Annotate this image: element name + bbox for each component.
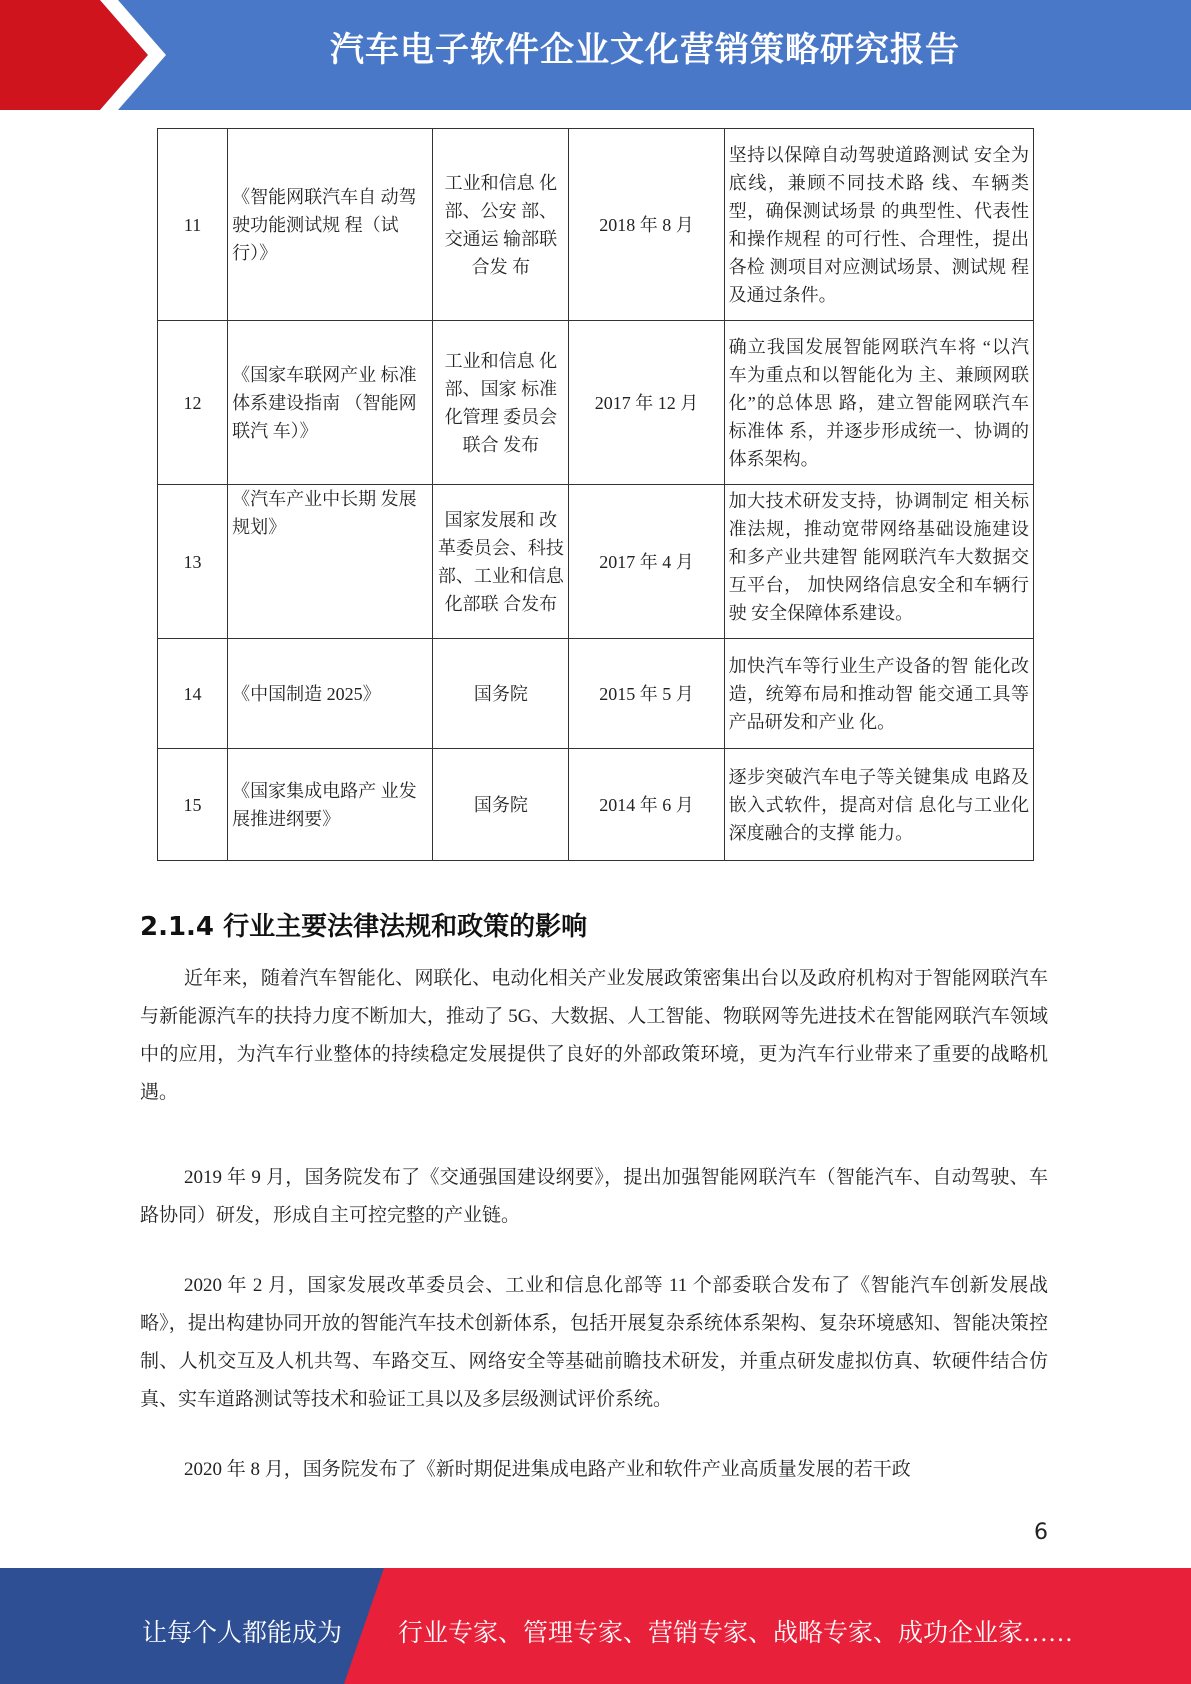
- policy-description: 加快汽车等行业生产设备的智 能化改造，统筹布局和推动智 能交通工具等产品研发和产业 化。: [724, 639, 1033, 749]
- issuing-body: 国家发展和 改革委员会、科技 部、工业和信息化部联 合发布: [433, 485, 569, 639]
- policy-description-cell: [724, 485, 1033, 639]
- table-row: [158, 749, 1034, 861]
- issue-date: 2015 年 5 月: [569, 639, 724, 749]
- row-number: 12: [158, 321, 228, 485]
- body-paragraph: 2019 年 9 月，国务院发布了《交通强国建设纲要》，提出加强智能网联汽车（智能汽车、自动驾驶、车路协同）研发，形成自主可控完整的产业链。: [140, 1167, 1048, 1226]
- policy-description: 坚持以保障自动驾驶道路测试 安全为底线，兼顾不同技术路 线、车辆类型，确保测试场景 的典型性、代表性和操作规程 的可行性、合理性，提出各检 测项目对应测试场景、测试规 程及通过条件。: [724, 129, 1033, 321]
- issue-date: 2017 年 12 月: [569, 321, 724, 485]
- table-row: [158, 129, 1034, 321]
- policy-description: 加大技术研发支持，协调制定 相关标准法规，推动宽带网络基础设施建设和多产业共建智 能网联汽车大数据交互平台， 加快网络信息安全和车辆行驶 安全保障体系建设。: [728, 490, 1029, 623]
- row-number: 15: [158, 749, 228, 861]
- report-title: 汽车电子软件企业文化营销策略研究报告: [330, 30, 960, 70]
- page-number: 6: [1034, 1520, 1048, 1545]
- row-number: 11: [158, 129, 228, 321]
- body-paragraph: 2020 年 8 月，国务院发布了《新时期促进集成电路产业和软件产业高质量发展的若干政: [184, 1459, 911, 1480]
- policy-name: 《智能网联汽车自 动驾驶功能测试规 程（试行）》: [228, 129, 433, 321]
- policy-description: 逐步突破汽车电子等关键集成 电路及嵌入式软件，提高对信 息化与工业化深度融合的支撑 能力。: [724, 749, 1033, 861]
- issue-date: 2018 年 8 月: [569, 129, 724, 321]
- issuing-body: 工业和信息 化部、公安 部、交通运 输部联合发 布: [433, 129, 569, 321]
- policy-name: 《国家集成电路产 业发展推进纲要》: [228, 749, 433, 861]
- table-row: [158, 639, 1034, 749]
- row-number: 13: [158, 485, 228, 639]
- footer-slogan-right: 行业专家、管理专家、营销专家、战略专家、成功企业家……: [398, 1620, 1074, 1647]
- policy-name: 《汽车产业中长期 发展规划》: [228, 485, 433, 639]
- issue-date: 2014 年 6 月: [569, 749, 724, 861]
- page-header: [0, 0, 1191, 110]
- body-paragraph: 2020 年 2 月，国家发展改革委员会、工业和信息化部等 11 个部委联合发布了《智能汽车创新发展战略》，提出构建协同开放的智能汽车技术创新体系，包括开展复杂系统体系架构、复杂环境感知、智能决策控制、人机交互及人机共驾、车路交互、网络安全等基础前瞻技术研发，并重点研发虚拟仿真、软硬件结合仿真、实车道路测试等技术和验证工具以及多层级测试评价系统。: [140, 1275, 1048, 1410]
- policy-name: 《中国制造 2025》: [228, 639, 433, 749]
- issuing-body: 国务院: [433, 749, 569, 861]
- footer-slogan-left: 让每个人都能成为: [142, 1620, 343, 1647]
- row-number: 14: [158, 639, 228, 749]
- issuing-body: 工业和信息 化部、国家 标准化管理 委员会联合 发布: [433, 321, 569, 485]
- policy-table: [157, 128, 1034, 861]
- section-heading: 2.1.4 行业主要法律法规和政策的影响: [140, 912, 588, 942]
- issue-date: 2017 年 4 月: [569, 485, 724, 639]
- body-paragraph: 近年来，随着汽车智能化、网联化、电动化相关产业发展政策密集出台以及政府机构对于智能网联汽车与新能源汽车的扶持力度不断加大，推动了 5G、大数据、人工智能、物联网等先进技术在智能网联汽车领域中的应用，为汽车行业整体的持续稳定发展提供了良好的外部政策环境，更为汽车行业带来了重要的战略机遇。: [140, 968, 1048, 1103]
- policy-description: 确立我国发展智能网联汽车将 “以汽车为重点和以智能化为 主、兼顾网联化”的总体思 路，建立智能网联汽车标准体 系，并逐步形成统一、协调的 体系架构。: [724, 321, 1033, 485]
- issuing-body: 国务院: [433, 639, 569, 749]
- table-row: [158, 485, 1034, 639]
- policy-name: 《国家车联网产业 标准体系建设指南 （智能网联汽 车）》: [228, 321, 433, 485]
- table-row: [158, 321, 1034, 485]
